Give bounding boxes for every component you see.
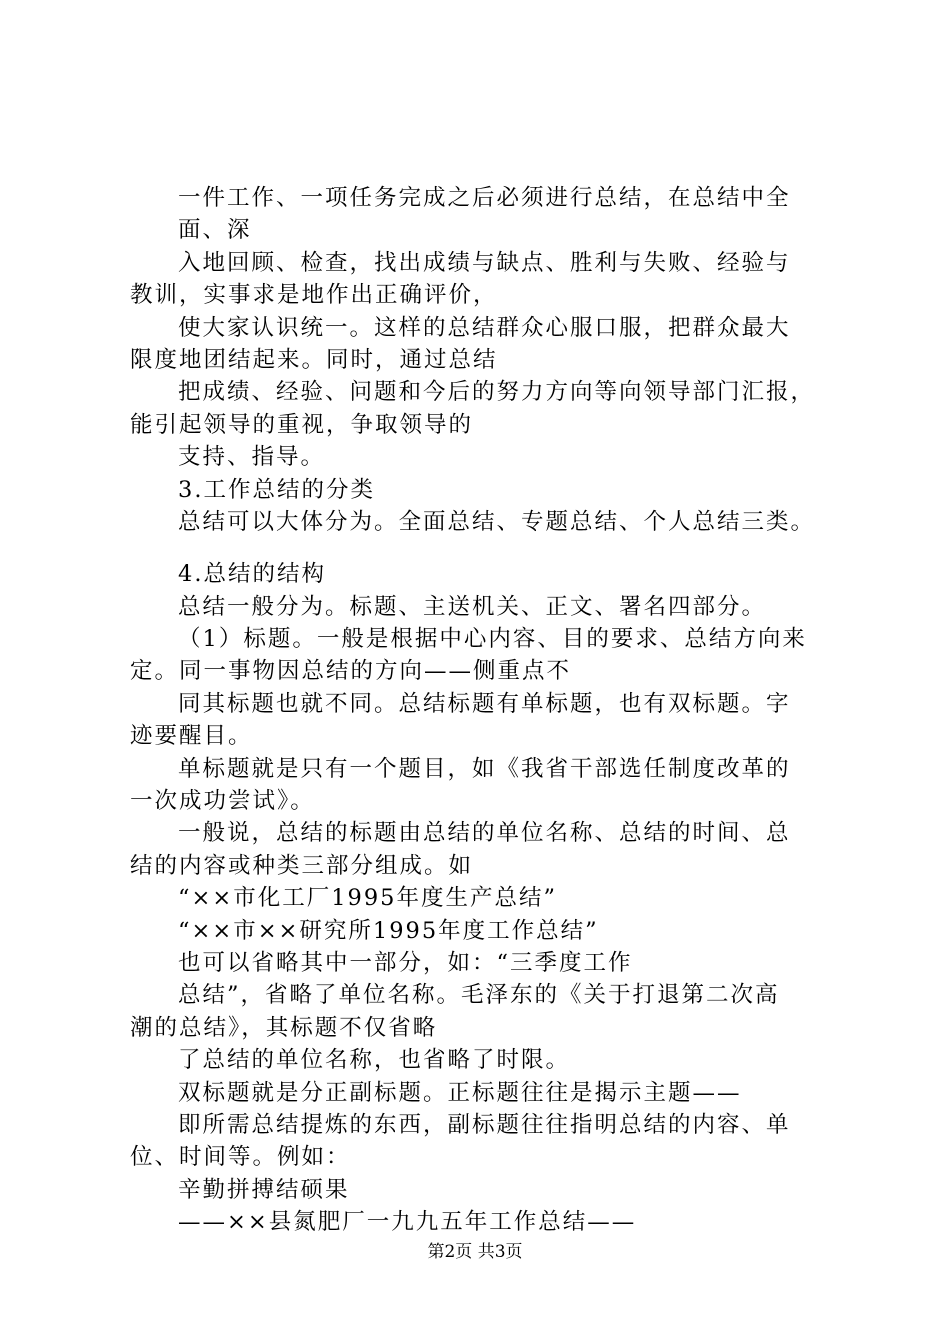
section-heading: 4.总结的结构 <box>178 561 326 588</box>
text-line: 双标题就是分正副标题。正标题往往是揭示主题—— <box>178 1079 742 1106</box>
text-line: 潮的总结》，其标题不仅省略 <box>130 1014 438 1041</box>
text-line: 位、时间等。例如： <box>130 1144 351 1171</box>
section-heading: 3.工作总结的分类 <box>178 476 375 503</box>
quoted-title: “××市化工厂1995年度生产总结” <box>178 885 557 912</box>
text-line: 迹要醒目。 <box>130 723 253 750</box>
text-line: 总结”，省略了单位名称。毛泽东的《关于打退第二次高 <box>178 982 780 1009</box>
text-line: 教训，实事求是地作出正确评价， <box>130 282 498 309</box>
text-line: 定。同一事物因总结的方向——侧重点不 <box>130 658 572 685</box>
text-line: 同其标题也就不同。总结标题有单标题，也有双标题。字 <box>178 690 791 717</box>
text-line: 一次成功尝试》。 <box>130 788 315 815</box>
example-subtitle: ——××县氮肥厂一九九五年工作总结—— <box>178 1209 637 1236</box>
text-line: 支持、指导。 <box>178 444 326 471</box>
text-line: 一件工作、一项任务完成之后必须进行总结，在总结中全 <box>178 185 791 211</box>
document-body <box>130 182 850 1239</box>
page-footer: 第2页 共3页 <box>427 1242 523 1262</box>
paragraph-spacer <box>130 538 850 558</box>
text-line: 总结一般分为。标题、主送机关、正文、署名四部分。 <box>178 593 767 620</box>
text-line: 即所需总结提炼的东西，副标题往往指明总结的内容、单 <box>178 1111 791 1138</box>
text-line: 结的内容或种类三部分组成。如 <box>130 852 474 879</box>
text-line: 使大家认识统一。这样的总结群众心服口服，把群众最大 <box>178 314 791 341</box>
text-line: 入地回顾、检查，找出成绩与缺点、胜利与失败、经验与 <box>178 249 791 276</box>
text-line: 把成绩、经验、问题和今后的努力方向等向领导部门汇报， <box>178 379 816 406</box>
text-line: 面、深 <box>178 217 252 244</box>
text-line: 了总结的单位名称，也省略了时限。 <box>178 1047 571 1074</box>
text-line: 也可以省略其中一部分，如：“三季度工作 <box>178 949 633 976</box>
text-line: 一般说，总结的标题由总结的单位名称、总结的时间、总 <box>178 820 791 847</box>
quoted-title: “××市××研究所1995年度工作总结” <box>178 917 599 944</box>
text-line: 单标题就是只有一个题目，如《我省干部选任制度改革的 <box>178 755 791 782</box>
text-line: （1）标题。一般是根据中心内容、目的要求、总结方向来 <box>178 626 807 653</box>
text-line: 总结可以大体分为。全面总结、专题总结、个人总结三类。 <box>178 508 816 535</box>
text-line: 能引起领导的重视，争取领导的 <box>130 411 474 438</box>
text-line: 限度地团结起来。同时，通过总结 <box>130 346 498 373</box>
example-title: 辛勤拼搏结硕果 <box>178 1176 350 1203</box>
